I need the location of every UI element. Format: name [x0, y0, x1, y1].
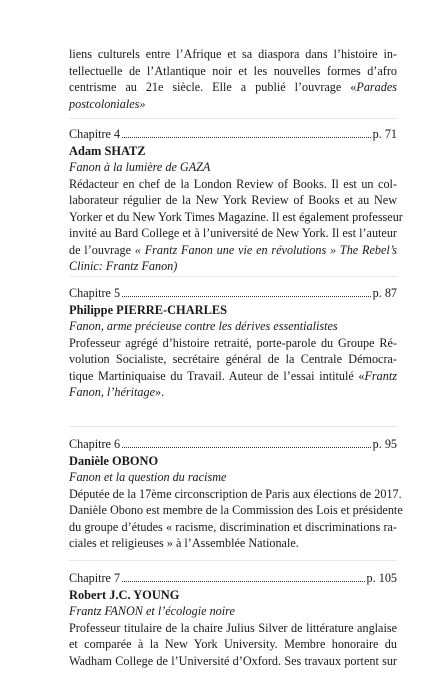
- chapter-label: Chapitre 5: [69, 286, 121, 300]
- bio-line: Danièle Obono est membre de la Commission des Lois et présidente: [69, 503, 403, 517]
- toc-line[interactable]: [69, 126, 397, 143]
- chapter-title: Fanon, arme précieuse contre les dérives essentialistes: [69, 319, 338, 333]
- bio-line: Rédacteur en chef de la London Review of Books. Il est un col-: [69, 176, 397, 191]
- bio-line: volution Socialiste, secrétaire général de la Centrale Démocra-: [69, 352, 397, 366]
- chapter-title: Fanon et la question du racisme: [69, 470, 227, 484]
- toc-entry-chapter-5: [69, 285, 397, 401]
- book-title: Fanon, l’héritage: [69, 385, 155, 399]
- chapter-label: Chapitre 4: [69, 127, 121, 141]
- intro-line: liens culturels entre l’Afrique et sa diaspora dans l’histoire in-: [69, 47, 397, 61]
- book-title: Frantz: [364, 368, 397, 383]
- toc-entry-chapter-4: [69, 126, 403, 275]
- chapter-label: Chapitre 7: [69, 571, 121, 585]
- intro-line-text: centrisme au 21e siècle. Elle a publié l’ouvrage «: [69, 80, 357, 94]
- section-divider: [69, 426, 397, 427]
- bio-text: tique Martiniquaise du Travail. Auteur de l’essai intitulé «: [69, 368, 365, 383]
- author-name: Philippe PIERRE-CHARLES: [69, 302, 228, 317]
- leader-dots: [122, 137, 371, 138]
- author-name: Danièle OBONO: [69, 453, 159, 468]
- page-number: p. 87: [372, 286, 397, 300]
- bio-line: [69, 384, 397, 401]
- bio-line: du groupe d’études « racisme, discrimination et discriminations ra-: [69, 519, 397, 534]
- bio-line: [69, 368, 397, 385]
- book-title: « Frantz Fanon une vie en révolutions » The Rebel’s: [134, 242, 397, 257]
- intro-line: [69, 79, 397, 96]
- bio-text: ».: [154, 385, 165, 399]
- toc-line[interactable]: [69, 570, 397, 587]
- toc-entry-chapter-7: [69, 570, 397, 669]
- page-number: p. 105: [366, 571, 397, 585]
- book-title: Parades: [356, 80, 397, 94]
- book-title: postcoloniales»: [69, 96, 146, 111]
- bio-line: Wadham College de l’Université d’Oxford. Ses travaux portent sur: [69, 653, 397, 668]
- bio-line: ciales et religieuses » à l’Assemblée Nationale.: [69, 536, 299, 550]
- section-divider: [69, 276, 397, 277]
- chapter-title: Fanon à la lumière de GAZA: [69, 160, 211, 174]
- bio-line: laborateur régulier de la New York Review of Books et au New: [69, 193, 397, 207]
- bio-line: Professeur agrégé d’histoire retraité, porte-parole du Groupe Ré-: [69, 335, 397, 350]
- bio-line: Professeur titulaire de la chaire Julius Silver de littérature anglaise: [69, 620, 397, 635]
- leader-dots: [122, 581, 364, 582]
- bio-line: [69, 242, 397, 259]
- intro-line: tellectuelle de l’Atlantique noir et les nouvelles formes d’afro: [69, 63, 397, 78]
- toc-entry-chapter-6: [69, 436, 403, 552]
- bio-text: de l’ouvrage: [69, 242, 135, 257]
- bio-line: Clinic: Frantz Fanon): [69, 259, 178, 273]
- page-number: p. 95: [372, 437, 397, 451]
- leader-dots: [122, 447, 371, 448]
- author-name: Robert J.C. YOUNG: [69, 587, 180, 602]
- bio-line: Députée de la 17ème circonscription de Paris aux élections de 2017.: [69, 486, 402, 501]
- intro-line: [69, 96, 397, 113]
- chapter-title: Frantz FANON et l’écologie noire: [69, 604, 235, 618]
- chapter-label: Chapitre 6: [69, 437, 121, 451]
- leader-dots: [122, 296, 371, 297]
- section-divider: [69, 560, 397, 561]
- section-divider: [69, 118, 397, 119]
- toc-line[interactable]: [69, 436, 397, 453]
- intro-paragraph: [69, 46, 397, 112]
- bio-line: Yorker et du New York Times Magazine. Il est également professeur: [69, 209, 403, 224]
- bio-line: et comparée à la New York University. Membre honoraire du: [69, 637, 397, 651]
- bio-line: invité au Bard College et à l’université de New York. Il est l’auteur: [69, 226, 397, 240]
- author-name: Adam SHATZ: [69, 143, 146, 158]
- page-number: p. 71: [372, 127, 397, 141]
- toc-line[interactable]: [69, 285, 397, 302]
